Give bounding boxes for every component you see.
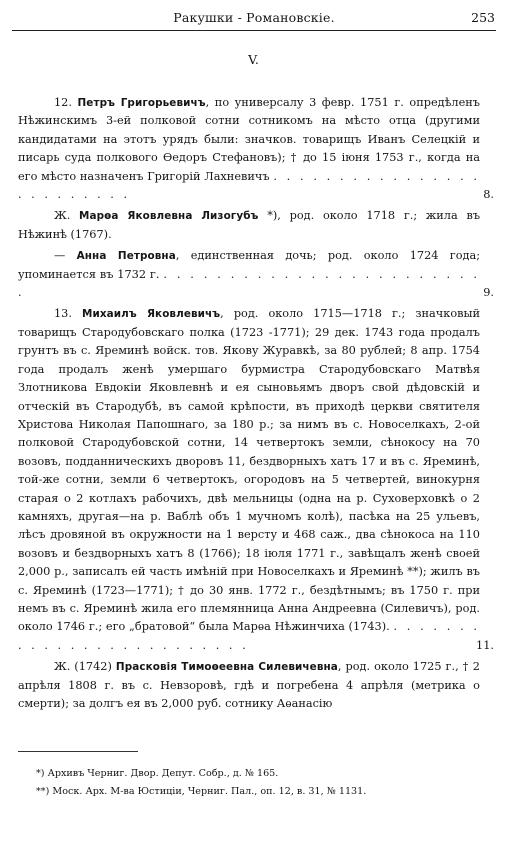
entry-text: , единственная дочь; род. около 1724 года; упоминается въ 1732 г. [18,249,481,281]
generation-number: 8. [483,188,494,202]
entry-number: 13. [54,307,72,321]
spouse-paragraph [18,207,480,244]
entry-paragraph [18,94,494,204]
running-header [0,10,507,26]
header-rule [12,30,496,31]
footnote: **) Моск. Арх. М-ва Юстиціи, Черниг. Пал., оп. 12, в. 31, № 1131. [36,786,367,797]
person-name: Анна Петровна [76,250,176,263]
entry-number: 12. [54,96,72,109]
child-paragraph [18,247,494,302]
entry-text: , род. около 1715—1718 г.; значковый товарищъ Стародубовскаго полка (1723 -1771); 29 дек. 1743 года продалъ грунтъ въ с. Яреминѣ войск. тов. Якову Журавкѣ, за 80 рублей; 8 апр. 1754 года продалъ женѣ умершаго бурмистра Стародубовскаго Матвѣя Злотникова Евдокіи Яковлевнѣ и ея сыновьямъ дворъ свой дѣдовскій и отческій въ Стародубѣ, въ самой крѣпости, въ приходѣ церкви святителя Христова Николая Папошнаго, за 180 р.; за нимъ въ с. Новоселкахъ, 2-ой полковой Стародубовской сотни, 14 четвертокъ земли, сѣнокосу на 70 возовъ, подданническихъ дворовъ 11, бездворныхъ хатъ 17 и въ с. Яреминѣ, той-же сотни, земли 6 четвертокъ, огородовъ на 5 четвертей, винокурня старая о 2 котлахъ рабочихъ, двѣ мельницы (одна на р. Суховерховкѣ о 2 камняхъ, другая—на р. Ваблѣ объ 1 мучномъ колѣ), пасѣка на 25 ульевъ, лѣсъ дровяной въ окружности на 1 версту и 468 саж., два сѣнокоса на 110 возовъ и бездворныхъ хатъ 8 (1766); 18 іюля 1771 г., завѣщалъ женѣ своей 2,000 р., записалъ ей часть имѣній при Новоселкахъ и Яреминѣ **); жилъ въ с. Яреминѣ (1723—1771); † до 30 янв. 1772 г., бездѣтнымъ; въ 1750 г. при немъ въ с. Яреминѣ жила его племянница Анна Андреевна (Силевичъ), род. около 1746 г.; его „братовой“ была Марѳа Нѣжинчиха (1743). [18,307,480,634]
entry-text: , род. около 1725 г., † 2 апрѣля 1808 г. въ с. Невзоровѣ, гдѣ и погребена 4 апрѣля (метрика о смерти); за долгъ ея въ 2,000 руб. сотнику Аѳанасію [18,660,480,710]
person-name: Марѳа Яковлевна Лизогубъ [79,210,259,223]
spouse-marker: Ж. [54,209,71,223]
entry-paragraph [18,305,494,655]
running-title: Ракушки - Романовскіе. [173,10,335,25]
generation-number: 9. [483,286,494,300]
dot-leader: . . . . . . . . . . . . . . . . . . . . . . . . . [18,620,480,652]
page-number: 253 [471,10,495,25]
footnote: *) Архивъ Черниг. Двор. Депут. Собр., д. № 165. [36,768,279,779]
person-name: Петръ Григорьевичъ [77,97,206,109]
body-text [18,94,494,716]
footnote-rule [18,751,138,752]
dot-leader: . . . . . . . . . . . . . . . . . . . . . . . . . [18,169,481,202]
spouse-paragraph [18,658,480,713]
person-name: Прасковія Тимоѳеевна Силевичевна [115,661,338,674]
person-name: Михаилъ Яковлевичъ [82,308,221,321]
entry-text: , по универсалу 3 февр. 1751 г. опредѣленъ Нѣжинскимъ 3-ей полковой сотни сотникомъ на мѣсто отца (другими кандидатами на этотъ урядъ были: значков. товарищъ Иванъ Селецкій и писарь суда полкового Ѳедоръ Стефановъ); † до 15 іюня 1753 г., когда на его мѣсто назначенъ Григорій Лахневичъ [18,96,480,183]
entry-text: *), род. около 1718 г.; жила въ Нѣжинѣ (1767). [18,209,481,241]
section-heading: V. [248,52,259,67]
generation-number: 11. [476,638,494,652]
child-marker: — [54,249,66,263]
spouse-marker: Ж. (1742) [54,660,112,674]
dot-leader: . . . . . . . . . . . . . . . . . . . . . . . . . [18,267,481,300]
